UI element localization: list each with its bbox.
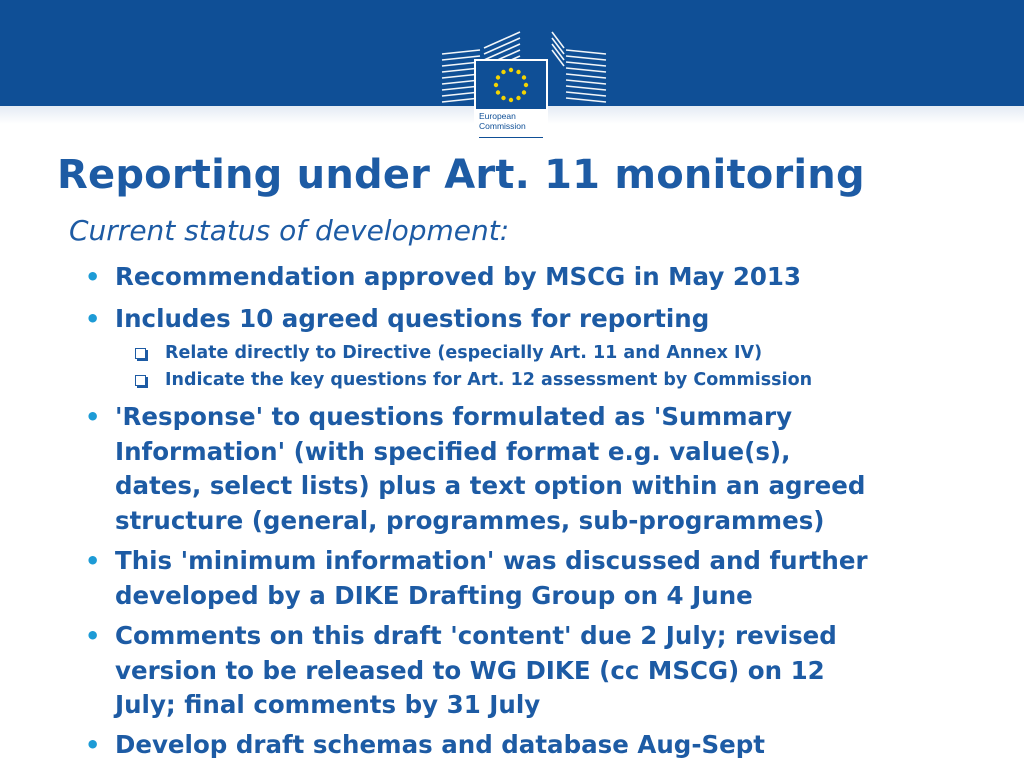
- logo-line-1: European: [479, 111, 516, 121]
- bullet-line: This 'minimum information' was discussed and further: [115, 546, 868, 575]
- bullet-continuation: [115, 654, 825, 689]
- bullet-line: Develop draft schemas and database Aug-Sept: [115, 730, 766, 759]
- bullet-line: 'Response' to questions formulated as 'Summary: [115, 402, 793, 431]
- bullet-continuation: [115, 435, 790, 470]
- slide-title: Reporting under Art. 11 monitoring: [57, 152, 865, 198]
- sub-bullet-item: [165, 342, 762, 364]
- bullet-item: [85, 260, 802, 295]
- bullet-dot-icon: •: [85, 622, 101, 650]
- bullet-continuation: [115, 579, 753, 614]
- bullet-item: [85, 400, 793, 435]
- bullet-item: [85, 302, 710, 337]
- bullet-dot-icon: •: [85, 403, 101, 431]
- bullet-item: [85, 728, 766, 763]
- bullet-line: Information' (with specified format e.g. value(s),: [115, 436, 791, 466]
- logo-rule: [479, 137, 543, 138]
- checkbox-bullet-icon: [135, 348, 146, 359]
- bullet-continuation: [115, 469, 865, 504]
- logo-line-2: Commission: [479, 121, 526, 131]
- bullet-line: July; final comments by 31 July: [115, 690, 541, 719]
- bullet-line: version to be released to WG DIKE (cc MSCG) on 12: [115, 655, 825, 685]
- bullet-dot-icon: •: [85, 263, 101, 291]
- eu-flag-icon: [476, 61, 546, 109]
- bullet-line: Comments on this draft 'content' due 2 July; revised: [115, 621, 837, 650]
- bullet-line: Includes 10 agreed questions for reporting: [115, 304, 710, 333]
- bullet-continuation: [115, 504, 824, 539]
- bullet-dot-icon: •: [85, 547, 101, 575]
- bullet-dot-icon: •: [85, 305, 101, 333]
- slide-subtitle: Current status of development:: [69, 214, 510, 247]
- sub-bullet-line: Relate directly to Directive (especially Art. 11 and Annex IV): [165, 343, 763, 363]
- bullet-continuation: [115, 688, 540, 723]
- logo-wordmark: [479, 111, 545, 131]
- bullet-line: developed by a DIKE Drafting Group on 4 June: [115, 580, 753, 610]
- european-commission-logo: [474, 59, 548, 143]
- bullet-line: Recommendation approved by MSCG in May 2013: [115, 262, 802, 291]
- bullet-item: [85, 619, 837, 654]
- bullet-dot-icon: •: [85, 731, 101, 759]
- bullet-item: [85, 544, 868, 579]
- sub-bullet-item: [165, 369, 812, 391]
- checkbox-bullet-icon: [135, 375, 146, 386]
- bullet-line: dates, select lists) plus a text option within an agreed: [115, 471, 866, 500]
- sub-bullet-line: Indicate the key questions for Art. 12 assessment by Commission: [165, 370, 813, 390]
- bullet-line: structure (general, programmes, sub-programmes): [115, 505, 825, 535]
